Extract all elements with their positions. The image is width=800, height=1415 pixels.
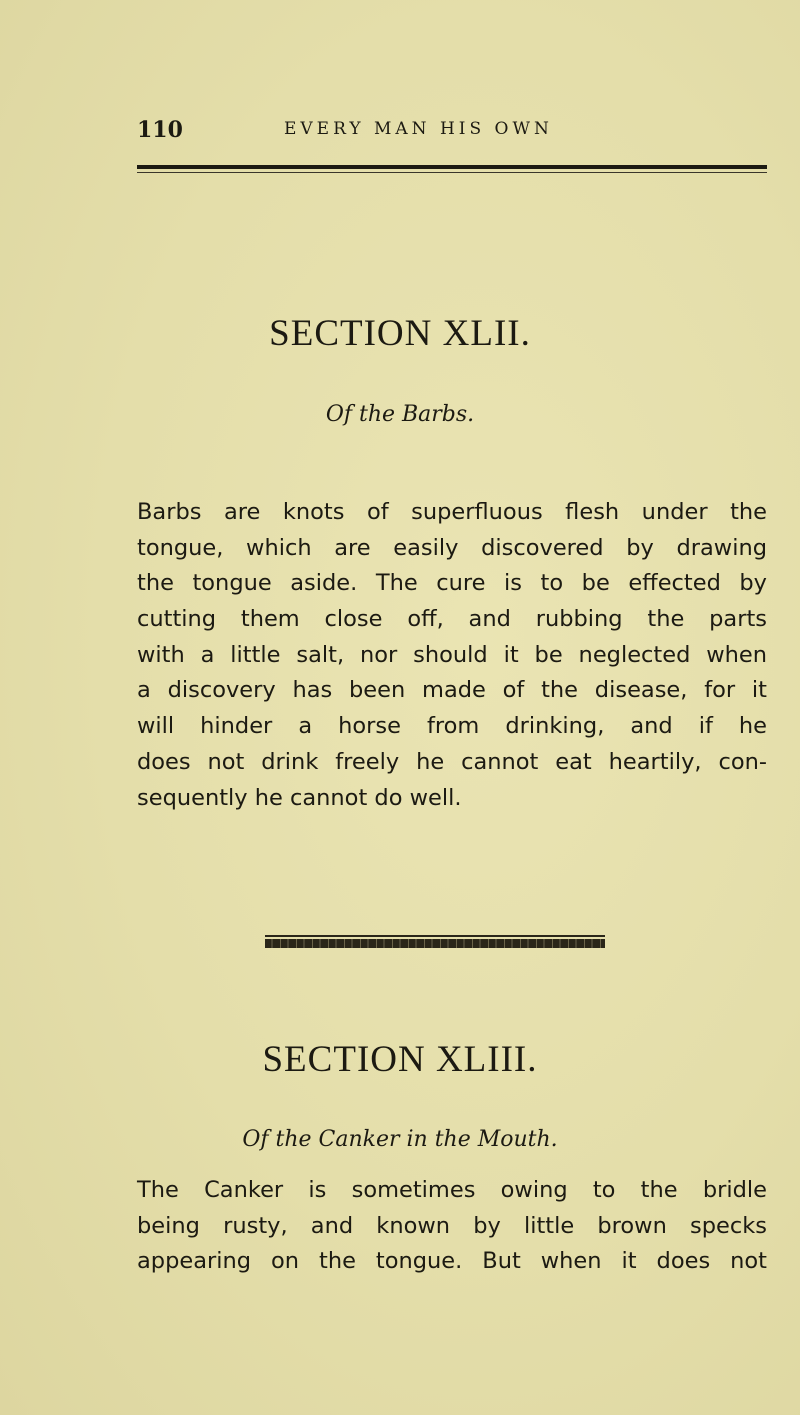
section-heading: SECTION XLII. [269,313,531,354]
body-line: appearing on the tongue. But when it does not [137,1248,767,1275]
section-heading: SECTION XLIII. [262,1039,538,1080]
section-body [137,495,767,816]
body-line: with a little salt, nor should it be neglected when [137,641,767,668]
header-rule [137,165,767,169]
body-line: sequently he cannot do well. [137,784,462,811]
section-body [137,1173,767,1280]
body-line: a discovery has been made of the disease, for it [137,677,767,704]
section-subtitle: Of the Canker in the Mouth. [242,1127,558,1152]
body-line: tongue, which are easily discovered by drawing [137,534,767,561]
body-line: does not drink freely he cannot eat heartily, con- [137,748,767,775]
body-line: Barbs are knots of superfluous flesh under the [137,499,767,525]
running-head [137,117,767,147]
section-subtitle: Of the Barbs. [325,402,475,427]
running-title: EVERY MAN HIS OWN [284,119,553,139]
body-line: the tongue aside. The cure is to be effected by [137,570,767,597]
body-line: The Canker is sometimes owing to the bridle [137,1177,767,1203]
page-number: 110 [137,117,183,143]
body-line: being rusty, and known by little brown specks [137,1212,767,1239]
body-line: will hinder a horse from drinking, and if he [137,713,767,740]
header-rule-thin [137,172,767,173]
section-divider [265,935,605,948]
body-line: cutting them close off, and rubbing the parts [137,606,767,633]
